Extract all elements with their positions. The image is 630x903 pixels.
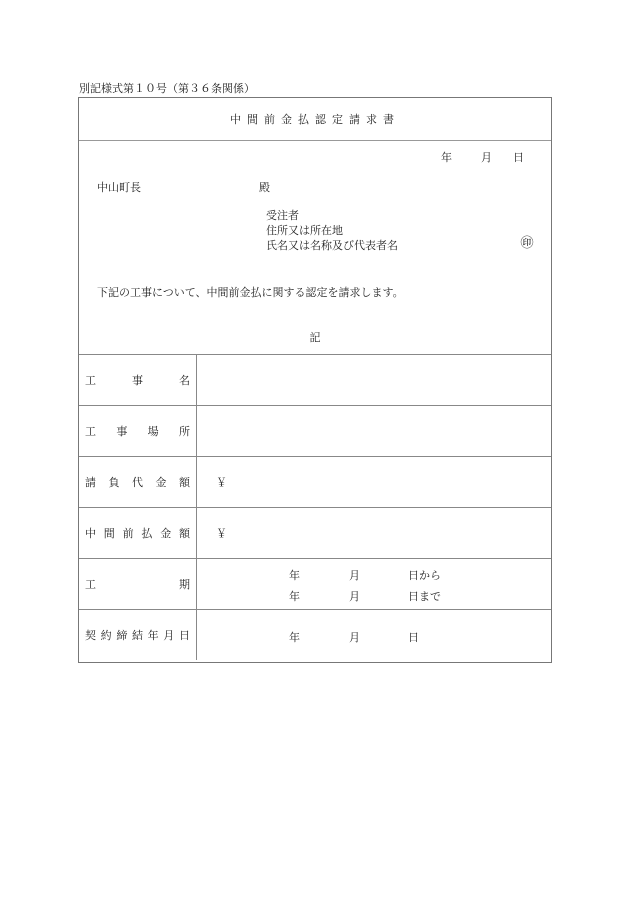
date-day: 日 [513, 151, 524, 164]
table-row-interim-advance-amount [79, 507, 551, 558]
form-number: 別記様式第１０号（第３６条関係） [79, 82, 255, 95]
table-row-contract-date [79, 609, 551, 660]
table-row-construction-name [79, 354, 551, 405]
contractor-name-label: 氏名又は名称及び代表者名 [266, 239, 398, 252]
title-row [79, 98, 551, 141]
date-month: 月 [481, 151, 492, 164]
contractor-block [266, 208, 398, 253]
contract-date-field[interactable]: 年 月 日 [289, 631, 419, 644]
form-title: 中間前金払認定請求書 [230, 113, 400, 126]
row-label: 工 期 [79, 559, 197, 609]
row-label: 工 事 場 所 [79, 406, 197, 456]
contractor-address-label: 住所又は所在地 [266, 224, 343, 237]
table-row-construction-site [79, 405, 551, 456]
row-label: 契 約 締 結 年 月 日 [79, 610, 197, 660]
request-text: 下記の工事について、中間前金払に関する認定を請求します。 [97, 286, 404, 299]
details-table [79, 354, 551, 660]
table-row-contract-amount [79, 456, 551, 507]
addressee: 中山町長 [97, 181, 141, 194]
seal-icon: ㊞ [520, 236, 534, 251]
row-label: 請 負 代 金 額 [79, 457, 197, 507]
contract-amount-field[interactable] [197, 457, 551, 507]
row-label: 工 事 名 [79, 355, 197, 405]
interim-advance-amount-field[interactable] [197, 508, 551, 558]
ki-heading: 記 [309, 331, 321, 344]
construction-period-field[interactable]: 年 月 日から 年 月 日まで [289, 569, 441, 603]
request-form [78, 97, 552, 663]
row-label: 中 間 前 払 金 額 [79, 508, 197, 558]
yen-sign: ￥ [216, 527, 227, 540]
honorific: 殿 [259, 181, 270, 194]
contractor-role: 受注者 [266, 209, 299, 222]
construction-site-field[interactable] [197, 406, 551, 456]
date-year: 年 [441, 151, 452, 164]
construction-name-field[interactable] [197, 355, 551, 405]
table-row-construction-period [79, 558, 551, 609]
submission-date [441, 149, 524, 165]
yen-sign: ￥ [216, 476, 227, 489]
